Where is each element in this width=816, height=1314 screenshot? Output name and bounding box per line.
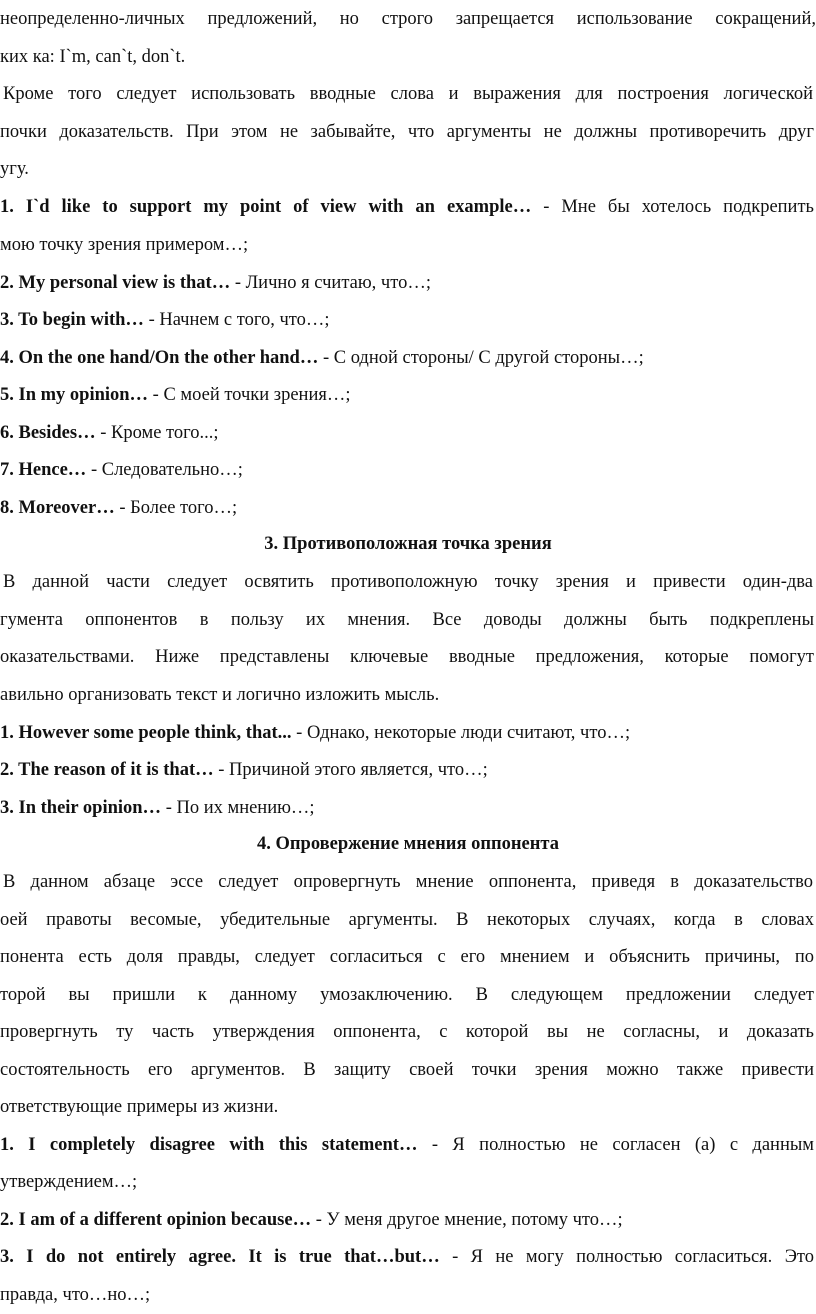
paragraph-line: ких ка: I`m, can`t, don`t.	[0, 47, 186, 67]
phrase-english: 1. However some people think, that...	[0, 723, 292, 743]
phrase-translation: - Мне бы хотелось подкрепить	[531, 197, 814, 217]
phrase-translation: - Я не могу полностью согласиться. Это	[439, 1247, 815, 1267]
list-item	[0, 1238, 814, 1276]
list-item	[0, 264, 431, 302]
phrase-english: 7. Hence…	[0, 460, 87, 480]
phrase-translation: - По их мнению…;	[161, 798, 315, 818]
list-item	[0, 188, 814, 226]
list-item	[0, 414, 219, 452]
list-item	[0, 339, 644, 377]
phrase-english: 6. Besides…	[0, 423, 96, 443]
phrase-translation: - Я полностью не согласен (а) с данным	[417, 1135, 814, 1155]
phrase-english: 3. I do not entirely agree. It is true that…but…	[0, 1247, 440, 1267]
phrase-english: 1. I`d like to support my point of view with an example…	[0, 197, 532, 217]
phrase-english: 2. My personal view is that…	[0, 273, 231, 293]
phrase-translation: - С одной стороны/ С другой стороны…;	[318, 348, 644, 368]
list-item	[0, 1126, 814, 1164]
list-item	[0, 376, 351, 414]
list-item-continuation: утверждением…;	[0, 1172, 138, 1192]
phrase-translation: - Лично я считаю, что…;	[230, 273, 431, 293]
phrase-english: 4. On the one hand/On the other hand…	[0, 348, 319, 368]
paragraph-line: ответствующие примеры из жизни.	[0, 1097, 279, 1117]
phrase-translation: - Более того…;	[114, 498, 238, 518]
paragraph-line: неопределенно-личных предложений, но строго запрещается использование сокращений,	[0, 9, 816, 29]
paragraph-line: Кроме того следует использовать вводные слова и выражения для построения логической	[3, 84, 813, 104]
paragraph-line: гумента оппонентов в пользу их мнения. Все доводы должны быть подкреплены	[0, 610, 814, 630]
paragraph-line: В данной части следует освятить противоположную точку зрения и привести один-два	[3, 572, 813, 592]
phrase-translation: - Однако, некоторые люди считают, что…;	[291, 723, 631, 743]
phrase-english: 8. Moreover…	[0, 498, 115, 518]
phrase-translation: - Начнем с того, что…;	[143, 310, 330, 330]
phrase-english: 2. I am of a different opinion because…	[0, 1210, 312, 1230]
paragraph-line: понента есть доля правды, следует согласиться с его мнением и объяснить причины, по	[0, 947, 814, 967]
paragraph-line: состоятельность его аргументов. В защиту своей точки зрения можно также привести	[0, 1060, 814, 1080]
paragraph-line: авильно организовать текст и логично изложить мысль.	[0, 685, 440, 705]
phrase-english: 3. In their opinion…	[0, 798, 162, 818]
paragraph-line: почки доказательств. При этом не забывайте, что аргументы не должны противоречить друг	[0, 122, 814, 142]
list-item	[0, 714, 630, 752]
paragraph-line: В данном абзаце эссе следует опровергнуть мнение оппонента, приведя в доказательство	[3, 872, 813, 892]
phrase-english: 5. In my opinion…	[0, 385, 149, 405]
paragraph-line: провергнуть ту часть утверждения оппонента, с которой вы не согласны, и доказать	[0, 1022, 814, 1042]
list-item	[0, 451, 243, 489]
list-item	[0, 489, 237, 527]
phrase-translation: - Следовательно…;	[86, 460, 243, 480]
phrase-translation: - Причиной этого является, что…;	[213, 760, 488, 780]
list-item	[0, 1201, 623, 1239]
phrase-english: 1. I completely disagree with this statement…	[0, 1135, 418, 1155]
list-item-continuation: правда, что…но…;	[0, 1285, 151, 1305]
list-item	[0, 301, 330, 339]
list-item	[0, 789, 315, 827]
phrase-english: 2. The reason of it is that…	[0, 760, 214, 780]
phrase-translation: - С моей точки зрения…;	[148, 385, 351, 405]
section-heading: 3. Противоположная точка зрения	[264, 534, 552, 554]
paragraph-line: оей правоты весомые, убедительные аргументы. В некоторых случаях, когда в словах	[0, 910, 814, 930]
paragraph-line: угу.	[0, 159, 29, 179]
phrase-english: 3. To begin with…	[0, 310, 144, 330]
section-heading: 4. Опровержение мнения оппонента	[257, 834, 559, 854]
list-item-continuation: мою точку зрения примером…;	[0, 235, 249, 255]
phrase-translation: - У меня другое мнение, потому что…;	[311, 1210, 623, 1230]
phrase-translation: - Кроме того...;	[95, 423, 219, 443]
list-item	[0, 751, 488, 789]
paragraph-line: оказательствами. Ниже представлены ключевые вводные предложения, которые помогут	[0, 647, 814, 667]
paragraph-line: торой вы пришли к данному умозаключению. В следующем предложении следует	[0, 985, 814, 1005]
